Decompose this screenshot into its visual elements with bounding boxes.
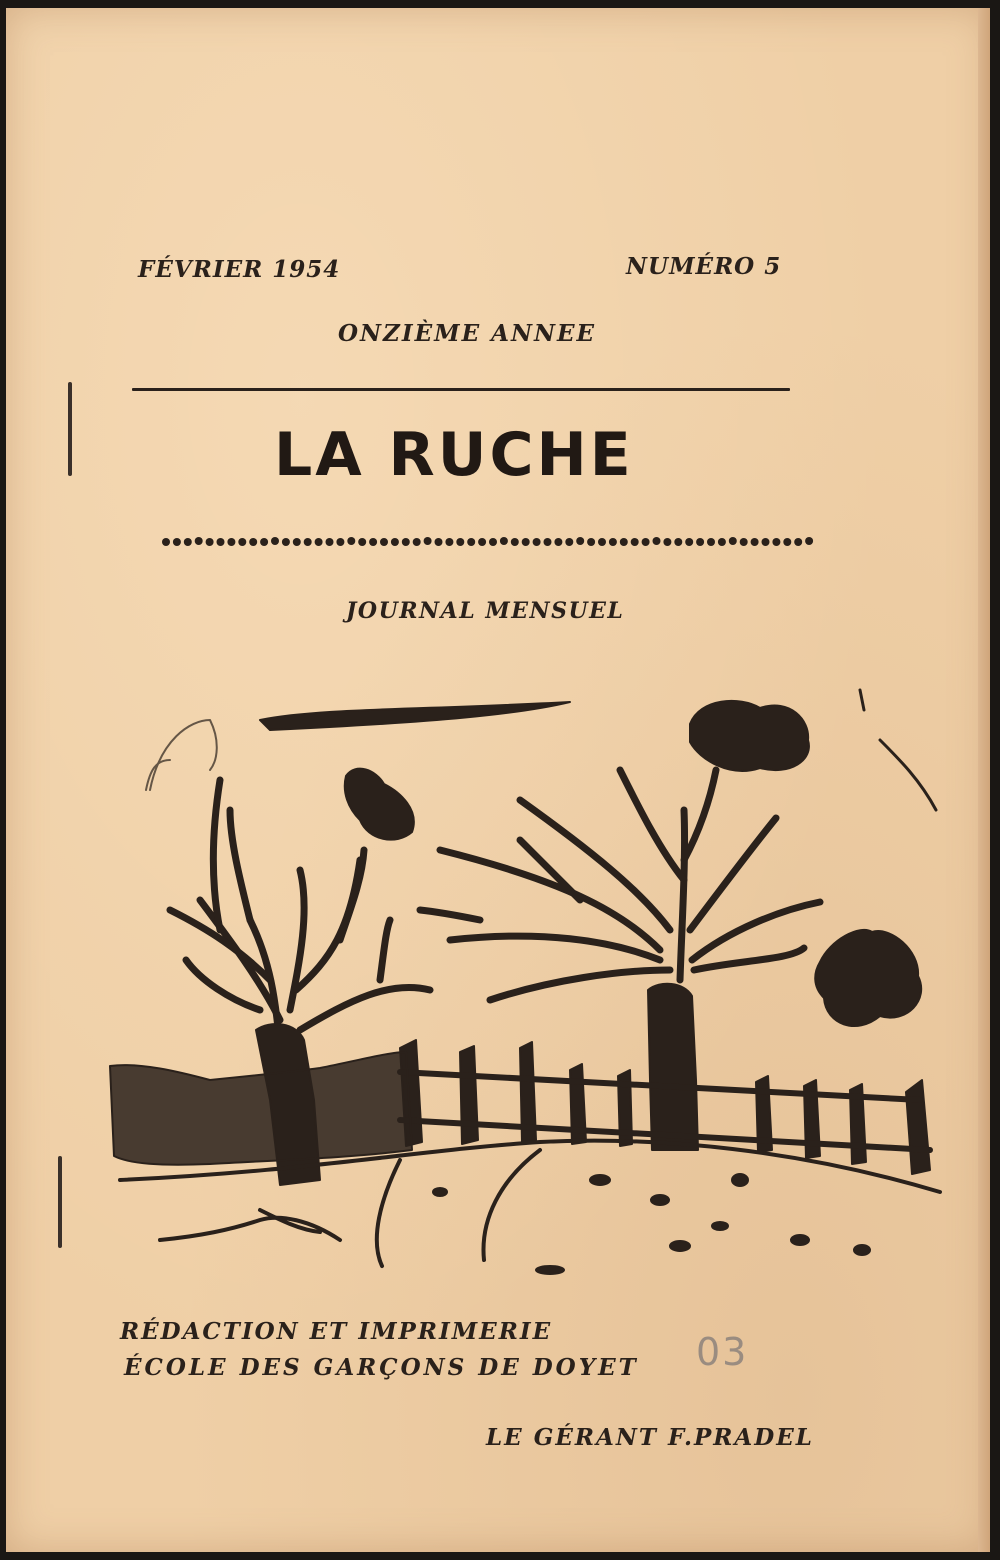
- editorial-credit: RÉDACTION ET IMPRIMERIE: [120, 1318, 553, 1345]
- issue-date: FÉVRIER 1954: [138, 256, 341, 283]
- staple-bottom: [58, 1156, 62, 1248]
- page-edges: [978, 8, 990, 1552]
- subtitle: JOURNAL MENSUEL: [346, 598, 625, 624]
- divider-rule: [132, 388, 790, 391]
- year-label: ONZIÈME ANNEE: [338, 320, 597, 347]
- dotted-divider: [160, 534, 820, 550]
- pencil-annotation: 03: [696, 1330, 749, 1374]
- masthead-title: LA RUCHE: [274, 420, 634, 490]
- issue-number: NUMÉRO 5: [626, 253, 782, 280]
- manager-credit: LE GÉRANT F.PRADEL: [486, 1424, 814, 1451]
- staple-top: [68, 382, 72, 476]
- school-credit: ÉCOLE DES GARÇONS DE DOYET: [124, 1354, 639, 1381]
- linocut-illustration: [100, 680, 960, 1280]
